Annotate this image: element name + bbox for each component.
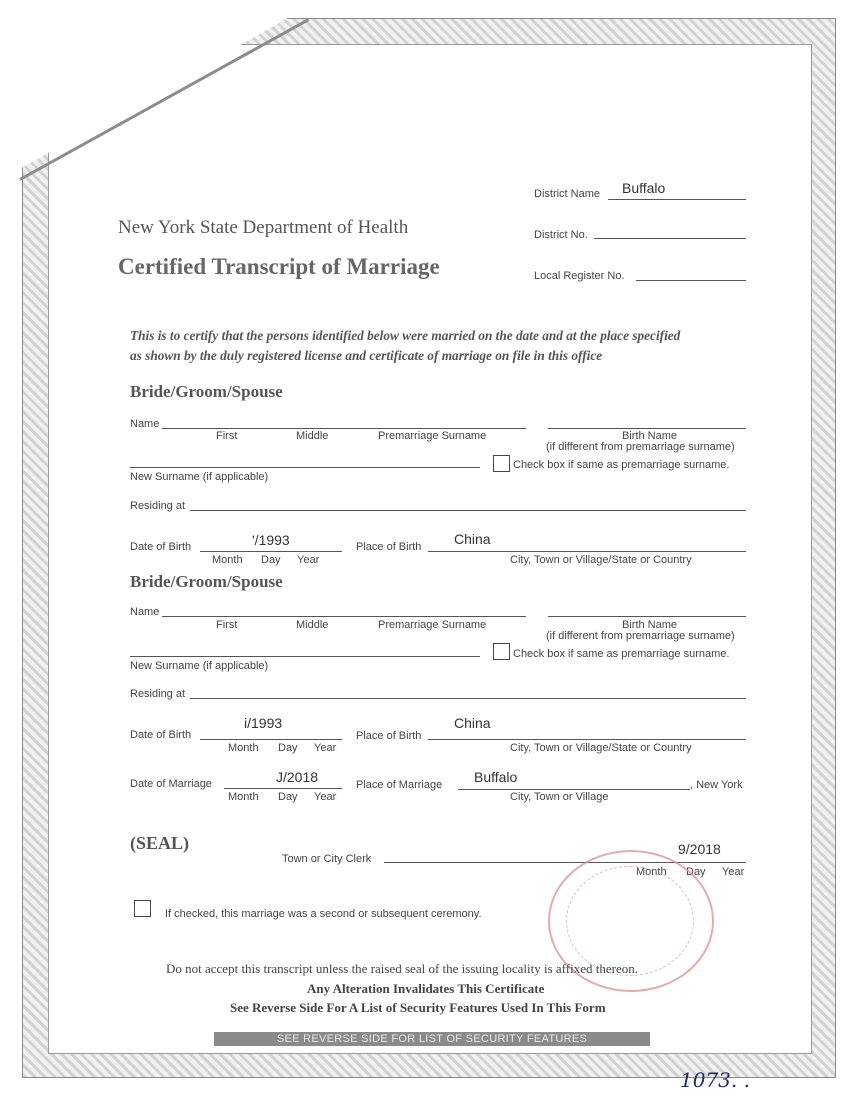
clerk-date-year: Year [722,866,745,878]
marriage-date-label: Date of Marriage [130,778,212,790]
spouse-1-pob-label: Place of Birth [356,541,422,553]
spouse-1-residing-label: Residing at [130,500,186,512]
security-features-bar: SEE REVERSE SIDE FOR LIST OF SECURITY FEATURES [214,1032,650,1046]
spouse-1-pob-line [428,551,746,552]
marriage-date-line [224,788,342,789]
marriage-date-year: Year [314,791,337,803]
district-name-value: Buffalo [622,180,666,196]
marriage-place-label: Place of Marriage [356,779,443,791]
second-ceremony-checkbox[interactable] [134,900,151,917]
marriage-place-ny: , New York [690,779,743,791]
footer-alteration: Any Alteration Invalidates This Certificate [307,981,545,996]
second-ceremony-label: If checked, this marriage was a second or subsequent ceremony. [165,908,482,920]
spouse-2-residing-label: Residing at [130,688,186,700]
spouse-1-new-surname-label: New Surname (if applicable) [130,471,269,483]
spouse-2-pob-line [428,739,746,740]
spouse-1-dob-label: Date of Birth [130,541,192,553]
spouse-1-same-surname-checkbox[interactable] [493,455,510,472]
spouse-2-new-surname-line [130,656,480,657]
spouse-1-dob-line [200,551,342,552]
clerk-date-month: Month [636,866,667,878]
spouse-2-middle-label: Middle [296,619,329,631]
spouse-2-check-same-label: Check box if same as premarriage surname. [513,648,730,660]
spouse-2-birthname-note: (if different from premarriage surname) [546,630,735,642]
footer-reverse-side: See Reverse Side For A List of Security Features Used In This Form [230,1000,606,1015]
spouse-2-same-surname-checkbox[interactable] [493,643,510,660]
spouse-2-first-label: First [216,619,238,631]
seal-label: (SEAL) [130,833,190,853]
local-register-label: Local Register No. [534,270,625,282]
spouse-1-pob-sub: City, Town or Village/State or Country [510,554,692,566]
spouse-2-name-line [162,616,526,617]
marriage-date-month: Month [228,791,259,803]
clerk-date-day: Day [686,866,706,878]
district-no-line [594,238,746,239]
department-name: New York State Department of Health [118,217,409,238]
handwritten-note: 1073. . [680,1068,750,1092]
marriage-date-day: Day [278,791,298,803]
marriage-date-value: J/2018 [276,769,319,785]
spouse-1-heading: Bride/Groom/Spouse [130,382,283,401]
footer-warning: Do not accept this transcript unless the raised seal of the issuing locality is affixed thereon. [166,961,638,976]
marriage-place-sub: City, Town or Village [510,791,609,803]
spouse-2-pob-label: Place of Birth [356,730,422,742]
certify-text-line-2: as shown by the duly registered license and certificate of marriage on file in this office [130,348,603,363]
spouse-2-premarriage-label: Premarriage Surname [378,619,487,631]
spouse-1-birthname-note: (if different from premarriage surname) [546,441,735,453]
spouse-2-dob-line [200,739,342,740]
district-name-label: District Name [534,188,601,200]
district-no-label: District No. [534,229,588,241]
spouse-2-dob-month: Month [228,742,259,754]
spouse-1-dob-month: Month [212,554,243,566]
spouse-1-name-label: Name [130,418,160,430]
spouse-2-name-label: Name [130,606,160,618]
spouse-1-dob-day: Day [261,554,281,566]
spouse-2-pob-sub: City, Town or Village/State or Country [510,742,692,754]
town-clerk-label: Town or City Clerk [282,853,372,865]
spouse-1-birthname-line [548,428,746,429]
spouse-1-middle-label: Middle [296,430,329,442]
spouse-1-dob-year: Year [297,554,320,566]
spouse-2-heading: Bride/Groom/Spouse [130,572,283,591]
spouse-2-dob-year: Year [314,742,337,754]
marriage-place-value: Buffalo [474,769,518,785]
spouse-1-birthname-label: Birth Name [622,430,678,442]
certify-text-line-1: This is to certify that the persons identified below were married on the date and at the place specified [130,328,681,343]
spouse-2-birthname-line [548,616,746,617]
spouse-1-new-surname-line [130,467,480,468]
spouse-2-dob-value: i/1993 [244,715,283,731]
spouse-2-pob-value: China [454,715,491,731]
spouse-2-new-surname-label: New Surname (if applicable) [130,660,269,672]
spouse-1-check-same-label: Check box if same as premarriage surname. [513,459,730,471]
spouse-2-residing-line [190,698,746,699]
spouse-1-dob-value: '/1993 [252,532,290,548]
red-seal-stamp-inner [566,866,694,976]
spouse-1-premarriage-label: Premarriage Surname [378,430,487,442]
spouse-2-dob-label: Date of Birth [130,729,192,741]
spouse-1-first-label: First [216,430,238,442]
fold-shadow [0,0,320,180]
spouse-1-pob-value: China [454,531,491,547]
town-clerk-line [384,862,746,863]
spouse-1-name-line [162,428,526,429]
spouse-2-dob-day: Day [278,742,298,754]
spouse-2-birthname-label: Birth Name [622,619,678,631]
local-register-line [636,280,746,281]
marriage-place-line [458,789,690,790]
clerk-date-value: 9/2018 [678,841,721,857]
document-title: Certified Transcript of Marriage [118,254,440,279]
spouse-1-residing-line [190,510,746,511]
district-name-line [608,199,746,200]
